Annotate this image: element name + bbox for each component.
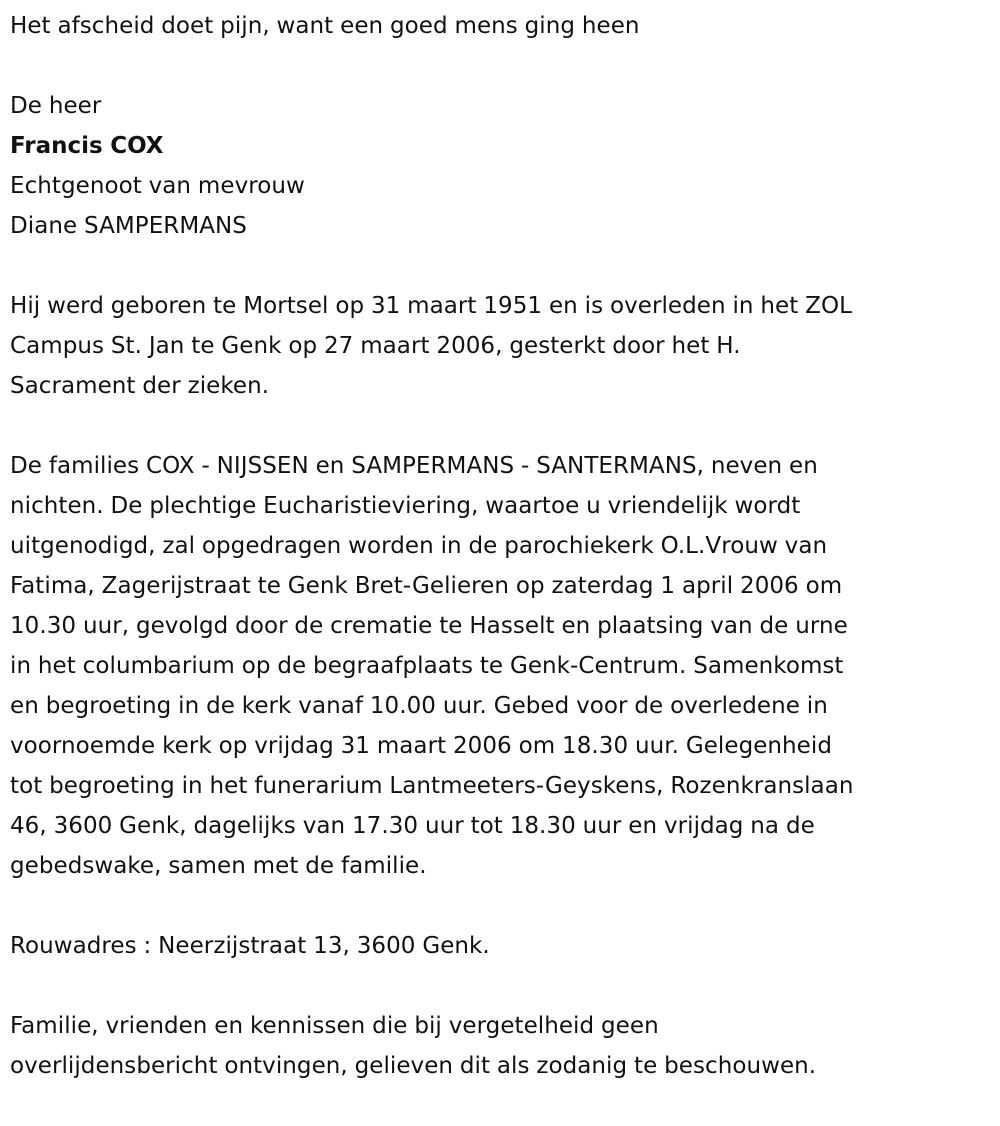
deceased-name: Francis COX xyxy=(10,133,164,159)
paragraph-line: Sacrament der zieken. xyxy=(10,373,270,399)
spouse-label: Echtgenoot van mevrouw xyxy=(10,173,305,199)
paragraph-line: gebedswake, samen met de familie. xyxy=(10,853,427,879)
paragraph-line: 46, 3600 Genk, dagelijks van 17.30 uur tot 18.30 uur en vrijdag na de xyxy=(10,813,815,839)
paragraph-line: Familie, vrienden en kennissen die bij vergetelheid geen xyxy=(10,1013,659,1039)
family-paragraph xyxy=(10,446,990,886)
paragraph-line: Fatima, Zagerijstraat te Genk Bret-Gelieren op zaterdag 1 april 2006 om xyxy=(10,573,843,599)
spacer xyxy=(10,886,990,926)
spouse-name: Diane SAMPERMANS xyxy=(10,213,247,239)
salutation: De heer xyxy=(10,93,102,119)
paragraph-line: voornoemde kerk op vrijdag 31 maart 2006 om 18.30 uur. Gelegenheid xyxy=(10,733,832,759)
paragraph-line: nichten. De plechtige Eucharistieviering, waartoe u vriendelijk wordt xyxy=(10,493,801,519)
spacer xyxy=(10,46,990,86)
birth-death-paragraph xyxy=(10,286,990,406)
paragraph-line: uitgenodigd, zal opgedragen worden in de parochiekerk O.L.Vrouw van xyxy=(10,533,828,559)
paragraph-line: overlijdensbericht ontvingen, gelieven dit als zodanig te beschouwen. xyxy=(10,1053,817,1079)
opening-line: Het afscheid doet pijn, want een goed mens ging heen xyxy=(10,13,640,39)
paragraph-line: in het columbarium op de begraafplaats te Genk-Centrum. Samenkomst xyxy=(10,653,844,679)
paragraph-line: 10.30 uur, gevolgd door de crematie te Hasselt en plaatsing van de urne xyxy=(10,613,848,639)
paragraph-line: Hij werd geboren te Mortsel op 31 maart 1951 en is overleden in het ZOL xyxy=(10,293,852,319)
paragraph-line: De families COX - NIJSSEN en SAMPERMANS - SANTERMANS, neven en xyxy=(10,453,818,479)
paragraph-line: tot begroeting in het funerarium Lantmeeters-Geyskens, Rozenkranslaan xyxy=(10,773,854,799)
paragraph-line: en begroeting in de kerk vanaf 10.00 uur. Gebed voor de overledene in xyxy=(10,693,828,719)
closing-paragraph xyxy=(10,1006,990,1086)
paragraph-line: Campus St. Jan te Genk op 27 maart 2006, gesterkt door het H. xyxy=(10,333,741,359)
spacer xyxy=(10,246,990,286)
spacer xyxy=(10,406,990,446)
spacer xyxy=(10,966,990,1006)
mourning-address: Rouwadres : Neerzijstraat 13, 3600 Genk. xyxy=(10,933,490,959)
